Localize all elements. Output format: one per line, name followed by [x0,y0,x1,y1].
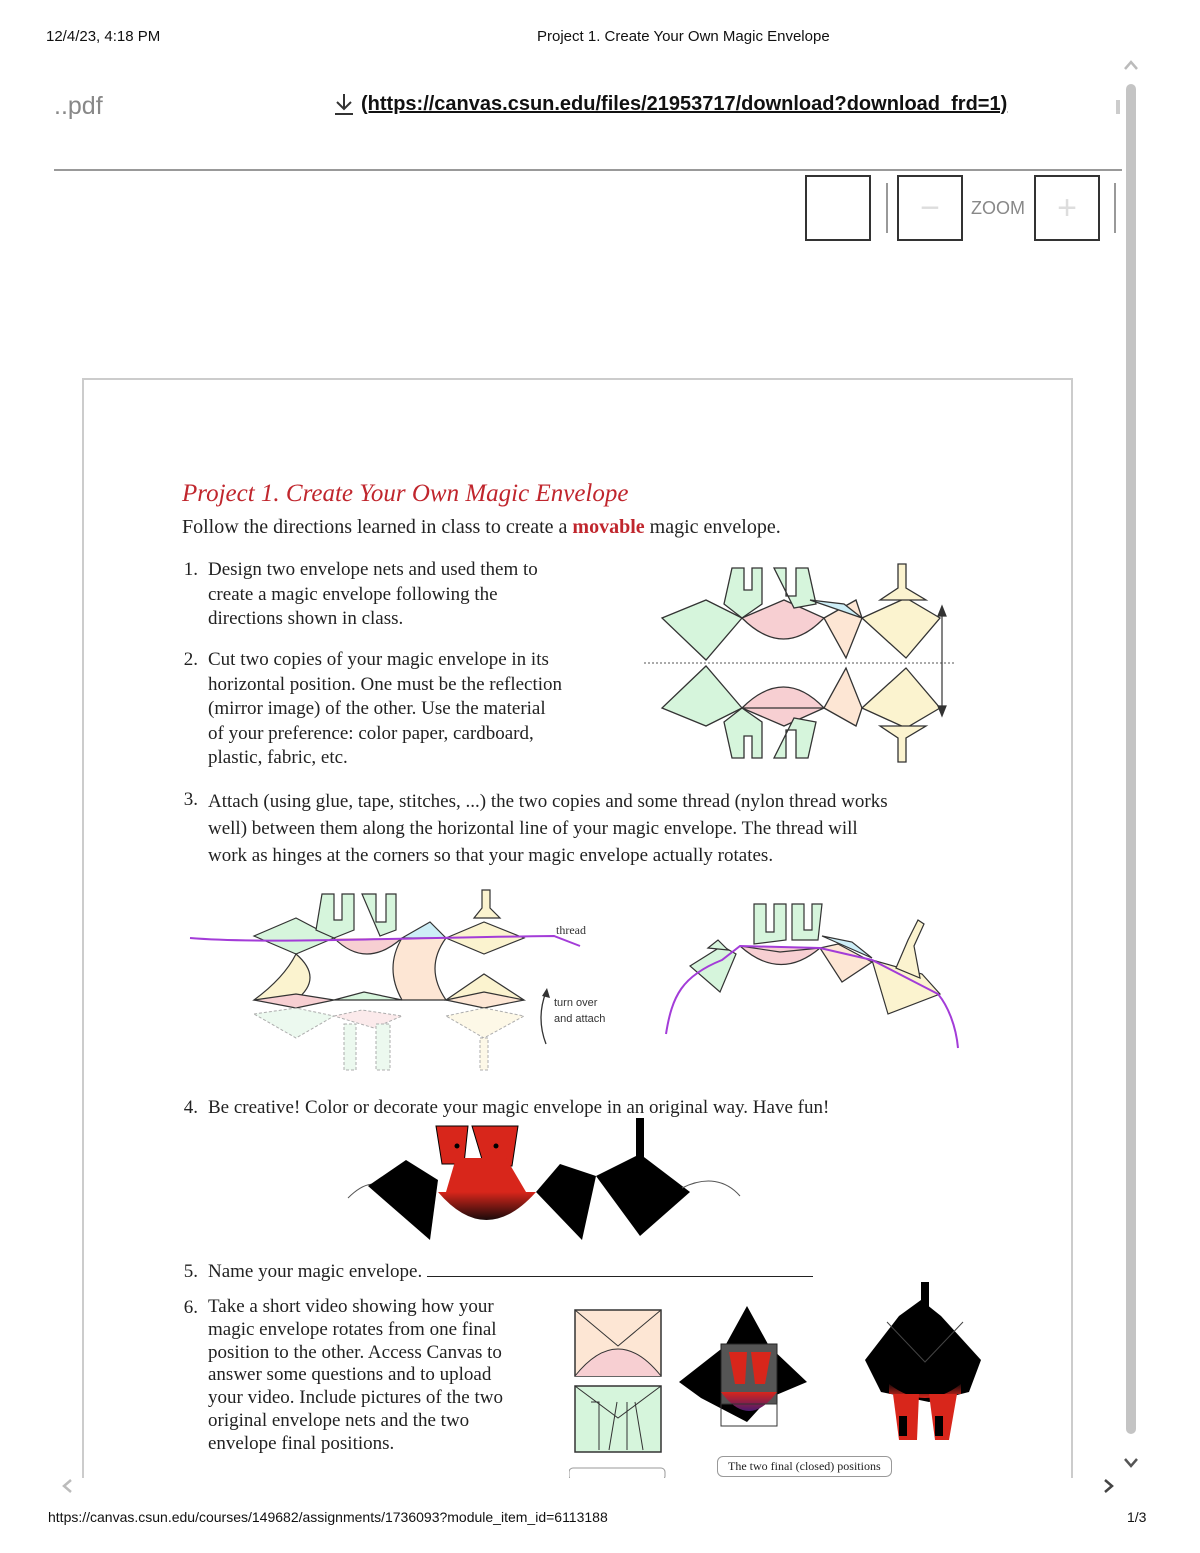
pdf-file-name: ..pdf [54,92,103,120]
document-title: Project 1. Create Your Own Magic Envelope [182,480,629,507]
step-1-text [208,558,538,632]
download-link[interactable] [333,92,1007,116]
step-line: magic envelope rotates from one final [208,1318,497,1340]
step-line: envelope final positions. [208,1432,395,1454]
step-number: 3. [183,789,198,810]
envelope-nets-diagram [644,560,974,770]
intro-text-before: Follow the directions learned in class to create a [182,516,568,538]
zoom-label: ZOOM [971,198,1025,218]
zoom-separator [886,183,888,233]
step-number: 2. [183,649,198,670]
step-line: position to the other. Access Canvas to [208,1341,502,1363]
intro-emphasis: movable [572,516,645,538]
step-number: 6. [183,1297,198,1318]
step-6-text [208,1296,503,1456]
turn-over-label-2: and attach [554,1013,606,1025]
scroll-left-icon[interactable] [60,1478,74,1494]
step-line: original envelope nets and the two [208,1409,470,1431]
step-line: plastic, fabric, etc. [208,747,348,768]
document-intro [182,516,781,539]
step-5-text [208,1260,813,1285]
toolbar-divider [54,169,1122,171]
print-timestamp: 12/4/23, 4:18 PM [46,28,161,45]
zoom-in-button[interactable]: + [1034,175,1100,241]
step-number: 5. [183,1261,198,1282]
print-page-count: 1/3 [1127,1509,1147,1525]
step-line: well) between them along the horizontal line of your magic envelope. The thread will [208,818,858,839]
step-line: Design two envelope nets and used them to [208,559,538,580]
step-line: Attach (using glue, tape, stitches, ...) the two copies and some thread (nylon thread works [208,791,888,812]
name-blank-line [427,1262,813,1277]
final-positions-image [569,1282,999,1478]
step-line: directions shown in class. [208,608,404,629]
decorated-envelope-image [346,1118,786,1248]
zoom-out-button[interactable]: − [897,175,963,241]
fullscreen-button[interactable] [805,175,871,241]
step-line: Be creative! Color or decorate your magic envelope in an original way. Have fun! [208,1097,830,1118]
step-3-text [208,788,888,869]
scroll-up-icon[interactable] [1123,58,1139,72]
step-line: of your preference: color paper, cardboard, [208,722,534,744]
turn-over-label-1: turn over [554,997,598,1009]
step-line: Take a short video showing how your [208,1296,494,1317]
step-line: horizontal position. One must be the reflection [208,673,563,695]
step-line: create a magic envelope following the [208,583,498,605]
step-line: answer some questions and to upload [208,1364,492,1386]
final-positions-caption: The two final (closed) positions [717,1456,892,1477]
print-page-title: Project 1. Create Your Own Magic Envelope [537,28,830,45]
thread-attach-diagram [184,888,634,1074]
scroll-down-icon[interactable] [1123,1456,1139,1470]
zoom-separator-2 [1114,183,1116,233]
rotating-envelope-diagram [662,896,962,1052]
step-line: your video. Include pictures of the two [208,1387,503,1409]
intro-text-after: magic envelope. [649,516,781,538]
step-line: Cut two copies of your magic envelope in its [208,649,549,670]
print-url: https://canvas.csun.edu/courses/149682/assignments/1736093?module_item_id=6113188 [48,1509,608,1525]
step-2-text [208,648,562,771]
truncated-marker [1116,100,1120,114]
step-line: work as hinges at the corners so that your magic envelope actually rotates. [208,845,774,866]
step-line: Name your magic envelope. [208,1261,423,1282]
pdf-page [82,378,1073,1478]
download-url[interactable]: (https://canvas.csun.edu/files/21953717/download?download_frd=1) [361,92,1008,115]
vertical-scrollbar-thumb[interactable] [1126,84,1136,1434]
download-icon [333,92,355,116]
step-number: 1. [183,559,198,580]
thread-label: thread [556,923,586,937]
step-4-text [208,1096,829,1121]
scroll-right-icon[interactable] [1102,1478,1116,1494]
step-line: (mirror image) of the other. Use the material [208,698,546,719]
step-number: 4. [183,1097,198,1118]
